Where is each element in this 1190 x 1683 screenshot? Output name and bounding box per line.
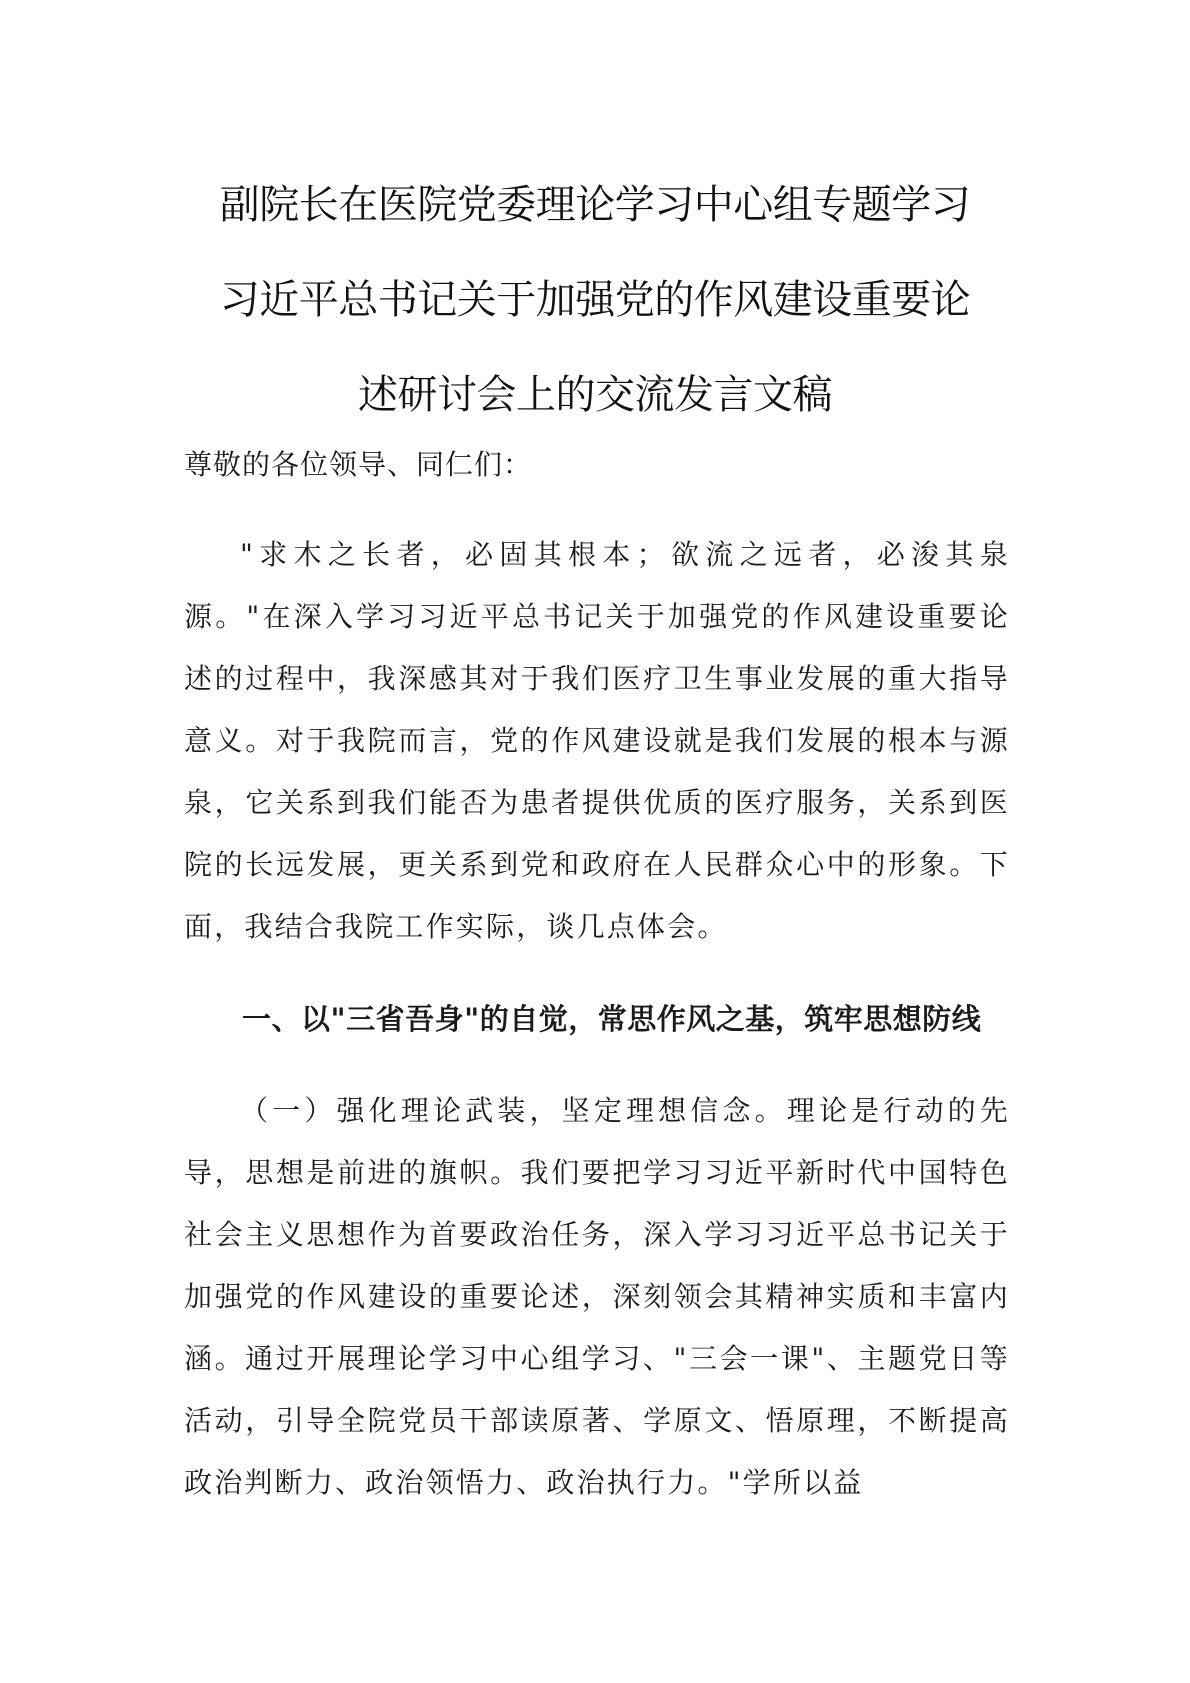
subsection-paragraph-1: （一）强化理论武装，坚定理想信念。理论是行动的先导，思想是前进的旗帜。我们要把学习习近平新时代中国特色社会主义思想作为首要政治任务，深入学习习近平总书记关于加强党的作风建设的重要论述，深刻领会其精神实质和丰富内涵。通过开展理论学习中心组学习、"三会一课"、主题党日等活动，引导全院党员干部读原著、学原文、悟原理，不断提高政治判断力、政治领悟力、政治执行力。"学所以益 xyxy=(184,1094,1010,1499)
opening-paragraph: "求木之长者，必固其根本；欲流之远者，必浚其泉源。"在深入学习习近平总书记关于加强党的作风建设重要论述的过程中，我深感其对于我们医疗卫生事业发展的重大指导意义。对于我院而言，党的作风建设就是我们发展的根本与源泉，它关系到我们能否为患者提供优质的医疗服务，关系到医院的长远发展，更关系到党和政府在人民群众心中的形象。下面，我结合我院工作实际，谈几点体会。 xyxy=(184,538,1010,943)
title-line-3: 述研讨会上的交流发言文稿 xyxy=(358,372,832,418)
section-heading-1: 一、以"三省吾身"的自觉，常思作风之基，筑牢思想防线 xyxy=(242,1002,982,1036)
title-line-2: 习近平总书记关于加强党的作风建设重要论 xyxy=(219,277,971,323)
document-body xyxy=(184,434,1010,1514)
title-line-1: 副院长在医院党委理论学习中心组专题学习 xyxy=(219,182,971,228)
document-title xyxy=(180,158,1010,443)
salutation: 尊敬的各位领导、同仁们： xyxy=(184,448,533,481)
